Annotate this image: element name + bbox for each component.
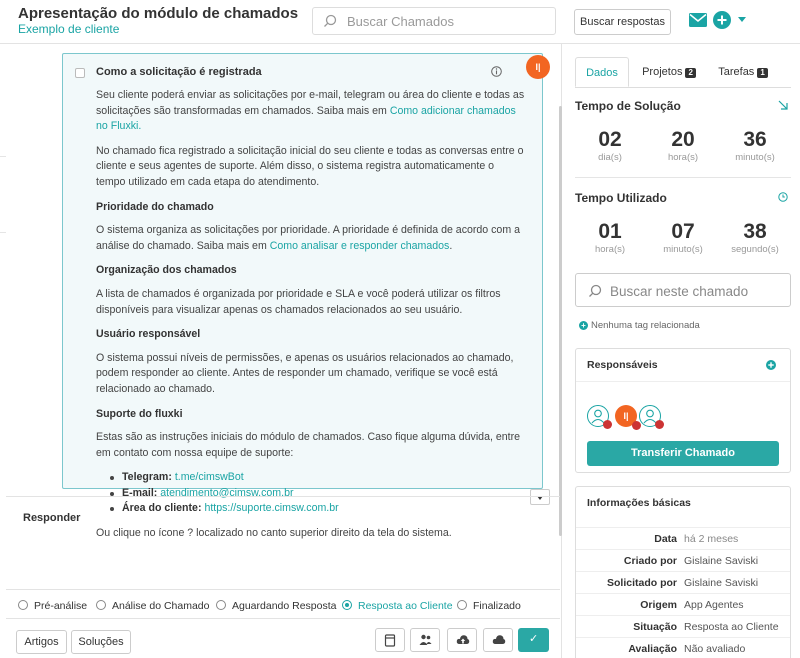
count-badge: 1 — [757, 68, 767, 78]
paragraph — [96, 88, 526, 135]
avatar[interactable]: I| — [526, 55, 550, 79]
time-value — [575, 128, 645, 163]
status-radio-aguardando[interactable] — [216, 600, 337, 612]
users-button[interactable] — [410, 628, 440, 652]
avatar-initials: I| — [623, 411, 629, 421]
chevron-down-icon[interactable] — [738, 17, 746, 23]
tab-tarefas[interactable] — [713, 57, 773, 87]
text: Seu cliente poderá enviar as solicitações por e-mail, telegram ou área do cliente e todas as solicitações são transformadas em chamados. Saiba mais em — [96, 89, 525, 117]
expand-button[interactable] — [530, 489, 550, 505]
paragraph — [96, 223, 526, 254]
users-icon — [419, 634, 432, 646]
tab-projetos[interactable] — [639, 57, 699, 87]
info-row — [576, 637, 790, 658]
tab-label: Projetos — [642, 66, 683, 78]
info-row — [576, 549, 790, 571]
client-link[interactable]: Exemplo de cliente — [18, 22, 120, 36]
radio-label: Resposta ao Cliente — [358, 600, 453, 612]
cloud-button[interactable] — [483, 628, 513, 652]
time-number: 02 — [598, 128, 622, 151]
info-row — [576, 593, 790, 615]
status-radio-pre-analise[interactable] — [18, 600, 87, 612]
info-value: há 2 meses — [684, 533, 739, 545]
search-icon — [588, 284, 602, 298]
info-value: Não avaliado — [684, 643, 746, 655]
time-value — [575, 220, 645, 255]
radio-label: Aguardando Resposta — [232, 600, 337, 612]
time-unit: dia(s) — [598, 152, 622, 163]
avatar[interactable] — [639, 405, 661, 427]
time-number: 07 — [671, 220, 695, 243]
divider — [6, 496, 560, 497]
divider — [0, 156, 6, 157]
upload-button[interactable] — [447, 628, 477, 652]
info-key: Situação — [633, 621, 677, 633]
avatar[interactable] — [615, 405, 637, 427]
time-number: 20 — [671, 128, 695, 151]
time-value — [720, 128, 790, 163]
responsaveis-panel — [575, 348, 791, 473]
link-add-tickets[interactable]: Como adicionar chamados no Fluxki. — [96, 104, 516, 133]
radio-dot[interactable] — [342, 600, 352, 610]
contact-label: E-mail: — [122, 486, 158, 499]
search-tickets[interactable] — [312, 7, 556, 35]
message-title: Como a solicitação é registrada — [96, 66, 262, 78]
divider — [575, 177, 791, 178]
solutions-button[interactable]: Soluções — [71, 630, 131, 654]
info-row — [576, 527, 790, 549]
search-icon — [323, 14, 337, 28]
time-value — [648, 220, 718, 255]
time-unit: segundo(s) — [731, 244, 779, 255]
template-button[interactable] — [375, 628, 405, 652]
time-unit: minuto(s) — [735, 152, 775, 163]
count-badge: 2 — [685, 68, 695, 78]
heading-suporte: Suporte do fluxki — [96, 407, 183, 420]
ticket-sidebar — [563, 44, 800, 658]
contact-link[interactable]: atendimento@cimsw.com.br — [160, 486, 294, 499]
ticket-search[interactable] — [575, 273, 791, 307]
paragraph: A lista de chamados é organizada por prioridade e SLA e você poderá utilizar os filtros disponíveis para visualizar apenas os chamados relacionados ao seu usuário. — [96, 287, 501, 316]
contact-label: Telegram: — [122, 471, 172, 484]
info-row — [576, 615, 790, 637]
transfer-ticket-button[interactable]: Transferir Chamado — [587, 441, 779, 466]
contact-link[interactable]: https://suporte.cimsw.com.br — [204, 502, 339, 515]
message-card — [62, 53, 543, 540]
time-number: 38 — [743, 220, 767, 243]
info-icon[interactable] — [491, 66, 502, 77]
contact-item — [110, 486, 526, 502]
panel-title: Informações básicas — [587, 497, 691, 509]
status-radio-group — [6, 589, 560, 619]
paragraph: Ou clique no ícone ? localizado no canto superior direito da tela do sistema. — [96, 527, 452, 540]
contact-label: Área do cliente: — [122, 502, 202, 515]
contact-list — [110, 470, 526, 517]
info-key: Solicitado por — [606, 577, 677, 589]
contact-item — [110, 501, 526, 517]
divider — [0, 232, 6, 233]
cloud-icon — [492, 634, 506, 646]
tag-text: Nenhuma tag relacionada — [591, 320, 700, 331]
info-value: Gislaine Saviski — [684, 577, 759, 589]
panel-title: Responsáveis — [587, 359, 658, 371]
text: . — [449, 239, 453, 252]
info-row — [576, 571, 790, 593]
avatar[interactable] — [587, 405, 609, 427]
paragraph: O sistema possui níveis de permissões, e apenas os usuários relacionados ao chamado, podem responder ao cliente. Antes de responder um chamado, verifique se você está relacionado ao chamado. — [96, 351, 514, 395]
basic-info-panel — [575, 486, 791, 658]
mail-icon[interactable] — [689, 13, 707, 27]
time-value — [720, 220, 790, 255]
radio-dot[interactable] — [216, 600, 226, 610]
time-number: 01 — [598, 220, 622, 243]
search-input[interactable] — [347, 11, 547, 31]
cloud-upload-icon — [456, 634, 470, 646]
check-icon: ✓ — [529, 633, 539, 645]
text: O sistema organiza as solicitações por prioridade. A prioridade é definida de acordo com a análise do chamado. Saiba mais em — [96, 224, 520, 252]
radio-label: Finalizado — [473, 600, 521, 612]
heading-organizacao: Organização dos chamados — [96, 264, 237, 277]
section-title-used-time: Tempo Utilizado — [575, 191, 667, 205]
info-value: Resposta ao Cliente — [684, 621, 779, 633]
document-icon — [384, 634, 396, 647]
search-answers-button[interactable]: Buscar respostas — [574, 9, 671, 35]
articles-button[interactable]: Artigos — [16, 630, 67, 654]
top-header — [0, 0, 800, 44]
contact-link[interactable]: t.me/cimswBot — [174, 471, 244, 484]
radio-dot[interactable] — [457, 600, 467, 610]
section-title-solution-time: Tempo de Solução — [575, 99, 681, 113]
clock-icon[interactable] — [778, 192, 788, 202]
send-button[interactable] — [518, 628, 549, 652]
edit-time-icon[interactable] — [778, 100, 788, 110]
page-title: Apresentação do módulo de chamados — [18, 5, 299, 22]
time-unit: minuto(s) — [663, 244, 703, 255]
status-radio-resposta[interactable] — [342, 600, 453, 612]
divider — [575, 87, 791, 88]
remove-icon[interactable] — [655, 420, 664, 429]
add-circle-icon[interactable] — [713, 11, 731, 29]
time-unit: hora(s) — [594, 244, 626, 255]
info-key: Criado por — [623, 555, 677, 567]
info-value: App Agentes — [684, 599, 744, 611]
radio-dot[interactable] — [18, 600, 28, 610]
radio-dot[interactable] — [96, 600, 106, 610]
info-value: Gislaine Saviski — [684, 555, 759, 567]
reply-label: Responder — [23, 512, 81, 524]
message-checkbox[interactable] — [75, 68, 85, 78]
heading-usuario: Usuário responsável — [96, 328, 201, 341]
scrollbar[interactable] — [559, 106, 562, 536]
radio-label: Pré-análise — [34, 600, 88, 612]
tab-label: Tarefas — [718, 66, 755, 78]
contact-item — [110, 470, 526, 486]
info-key: Origem — [640, 599, 677, 611]
add-responsible-icon[interactable] — [766, 360, 776, 370]
time-value — [648, 128, 718, 163]
message-body — [96, 88, 526, 551]
link-analyze-tickets[interactable]: Como analisar e responder chamados — [269, 239, 450, 252]
tab-dados[interactable]: Dados — [575, 57, 629, 87]
time-unit: hora(s) — [667, 152, 699, 163]
add-tag[interactable] — [579, 320, 700, 331]
add-icon[interactable]: + — [579, 321, 588, 330]
divider — [576, 381, 790, 382]
status-radio-analise[interactable] — [96, 600, 209, 612]
status-radio-finalizado[interactable] — [457, 600, 521, 612]
radio-label: Análise do Chamado — [112, 600, 210, 612]
remove-icon[interactable] — [603, 420, 612, 429]
time-number: 36 — [743, 128, 767, 151]
ticket-conversation — [0, 44, 562, 658]
paragraph: Estas são as instruções iniciais do módulo de chamados. Caso fique alguma dúvida, entre em contato com nossa equipe de suporte: — [96, 431, 520, 459]
info-key: Avaliação — [628, 643, 677, 655]
info-key: Data — [654, 533, 677, 545]
ticket-search-input[interactable] — [610, 281, 785, 301]
paragraph: No chamado fica registrado a solicitação inicial do seu cliente e todas as conversas entre o cliente e seus agentes de suporte. Além disso, o sistema registra automaticamente o tempo utilizado em cada etapa do atendimento. — [96, 144, 524, 188]
heading-prioridade: Prioridade do chamado — [96, 200, 214, 213]
